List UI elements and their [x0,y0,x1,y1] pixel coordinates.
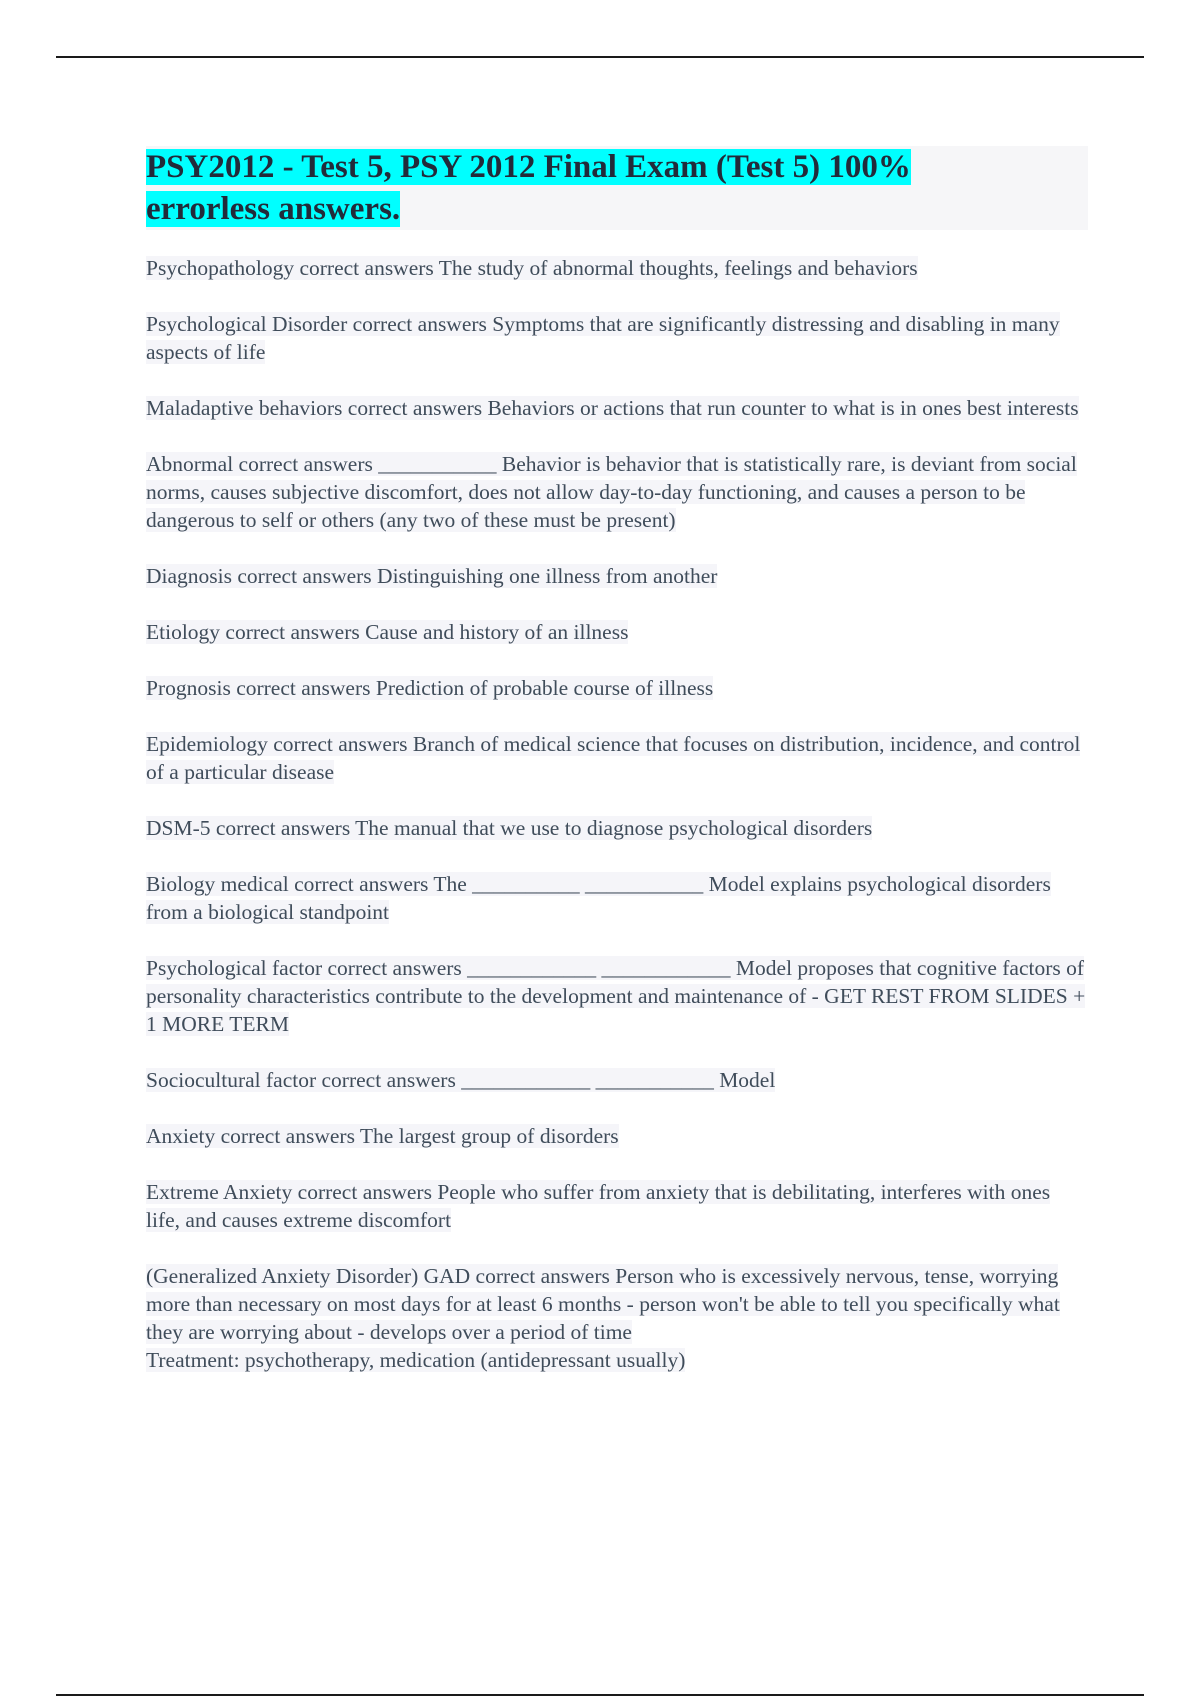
qa-entry [146,1178,1088,1234]
qa-entry [146,1066,1088,1094]
title-block [146,146,1088,230]
document-title [146,146,996,230]
qa-entry-text: Anxiety correct answers The largest group of disorders [146,1124,619,1148]
qa-entry-text: Psychopathology correct answers The study of abnormal thoughts, feelings and behaviors [146,256,918,280]
qa-entry-text: DSM-5 correct answers The manual that we use to diagnose psychological disorders [146,816,873,840]
qa-entry [146,1122,1088,1150]
qa-entry [146,310,1088,366]
qa-entry [146,954,1088,1038]
qa-entry-text: Extreme Anxiety correct answers People who suffer from anxiety that is debilitating, interferes with ones life, and causes extreme discomfort [146,1180,1051,1232]
qa-entry-text: Maladaptive behaviors correct answers Behaviors or actions that run counter to what is in ones best interests [146,396,1079,420]
qa-entry [146,674,1088,702]
qa-entry-text: Psychological Disorder correct answers Symptoms that are significantly distressing and disabling in many aspects of life [146,312,1060,364]
qa-entry [146,450,1088,534]
document-body [146,146,1088,1402]
qa-entry [146,730,1088,786]
qa-entry [146,870,1088,926]
qa-entry [146,618,1088,646]
qa-entry-text: Epidemiology correct answers Branch of medical science that focuses on distribution, incidence, and control of a particular disease [146,732,1081,784]
qa-entry [146,814,1088,842]
qa-entry-text: Psychological factor correct answers ____________ ____________ Model proposes that cognitive factors of personality characteristics contribute to the development and maintenance of - GET REST FROM SLIDES + 1 MORE TERM [146,956,1086,1036]
qa-entry-text: Abnormal correct answers ___________ Behavior is behavior that is statistically rare, is deviant from social norms, causes subjective discomfort, does not allow day-to-day functioning, and causes a person to be dangerous to self or others (any two of these must be present) [146,452,1077,532]
qa-entry-text: Diagnosis correct answers Distinguishing one illness from another [146,564,718,588]
qa-entry [146,562,1088,590]
title-text: PSY2012 - Test 5, PSY 2012 Final Exam (Test 5) 100% errorless answers. [146,149,911,227]
qa-entry-text: Etiology correct answers Cause and history of an illness [146,620,629,644]
treatment-line: Treatment: psychotherapy, medication (antidepressant usually) [146,1348,686,1372]
qa-entry [146,394,1088,422]
qa-entry-gad [146,1262,1088,1374]
bottom-rule [56,1694,1144,1696]
qa-entry-text: Biology medical correct answers The __________ ___________ Model explains psychological disorders from a biological standpoint [146,872,1051,924]
top-rule [56,56,1144,58]
qa-entry-text: Sociocultural factor correct answers ____________ ___________ Model [146,1068,776,1092]
qa-entry [146,254,1088,282]
qa-entry-text: (Generalized Anxiety Disorder) GAD correct answers Person who is excessively nervous, tense, worrying more than necessary on most days for at least 6 months - person won't be able to tell you specifically what they are worrying about - develops over a period of time [146,1264,1060,1344]
qa-entry-text: Prognosis correct answers Prediction of probable course of illness [146,676,714,700]
